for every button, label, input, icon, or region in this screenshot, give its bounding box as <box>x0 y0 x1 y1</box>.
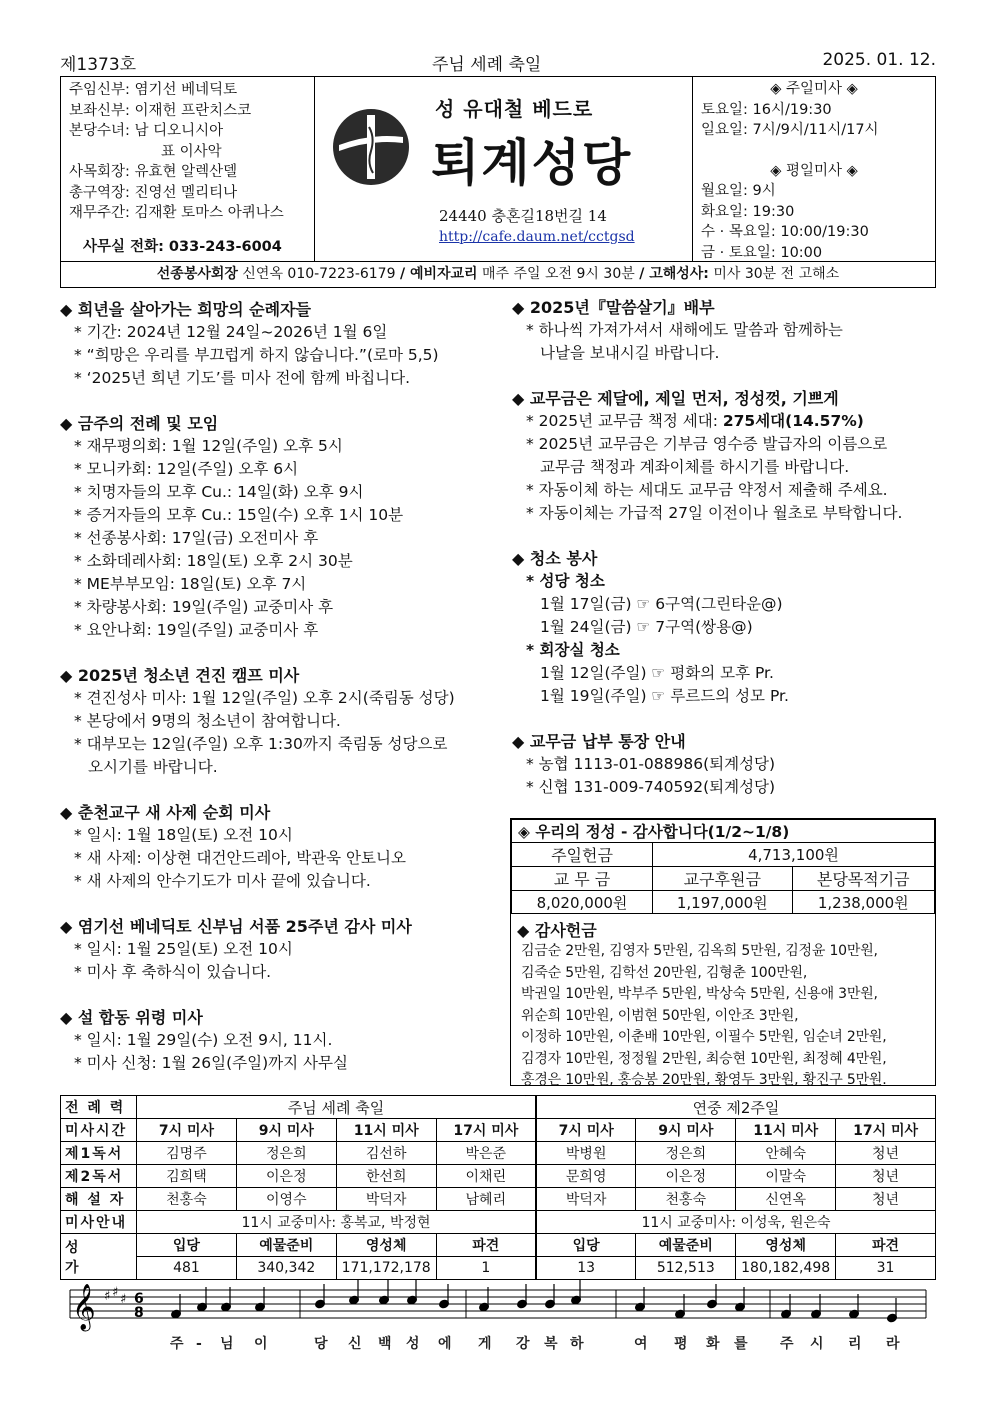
donor-line: 위순희 10만원, 이범현 50만원, 이안조 3만원, <box>521 1007 799 1024</box>
commentator-cell: 남혜리 <box>436 1188 536 1211</box>
hymn-header-cell: 영성체 <box>336 1234 436 1257</box>
hymn-melody-staff <box>64 1276 934 1366</box>
jubilee-title: ◆ 희년을 살아가는 희망의 순례자들 <box>60 300 311 319</box>
lyric-syllable: - <box>196 1336 202 1352</box>
list-item: 1월 17일(금) ☞ 6구역(그린타운@) <box>540 595 783 613</box>
church-identity <box>315 77 693 261</box>
weekly-events-title: ◆ 금주의 전례 및 모임 <box>60 414 219 433</box>
week2-title: 연중 제2주일 <box>536 1096 936 1119</box>
list-item: * 선종봉사회: 17일(금) 오전미사 후 <box>74 529 319 547</box>
list-item: * 기간: 2024년 12월 24일~2026년 1월 6일 <box>74 323 388 341</box>
lyric-syllable: 백 <box>378 1336 392 1352</box>
staff-assistant: 보좌신부: 이재헌 프란치스코 <box>69 102 252 119</box>
list-item: * ME부부모임: 18일(토) 오후 7시 <box>74 575 307 593</box>
dues-title: ◆ 교무금은 제달에, 제일 먼저, 정성껏, 기쁘게 <box>512 389 839 408</box>
reading2-cell: 김희택 <box>137 1165 237 1188</box>
list-item: * 미사 신청: 1월 26일(주일)까지 사무실 <box>74 1054 348 1072</box>
reading1-cell: 정은희 <box>636 1142 736 1165</box>
staff-sister-1: 본당수녀: 남 디오니시아 <box>69 123 224 139</box>
offering-table <box>511 819 935 914</box>
sunday-offering-value: 4,713,100원 <box>653 843 935 867</box>
lyric-syllable: 를 <box>734 1336 748 1352</box>
cleaning-title: ◆ 청소 봉사 <box>512 549 598 568</box>
header-box <box>60 76 936 262</box>
funeral-label: 선종봉사회장 <box>156 266 238 282</box>
parish-fund-header: 본당목적기금 <box>792 867 934 891</box>
lyric-syllable: 님 <box>220 1336 234 1352</box>
donor-line: 박권일 10만원, 박부주 5만원, 박상숙 5만원, 신용애 3만원, <box>521 986 878 1002</box>
guide-week1: 11시 교중미사: 홍복교, 박정현 <box>137 1211 537 1234</box>
diocese-support-value: 1,197,000원 <box>653 891 793 914</box>
sharp-icon: ♯ <box>112 1285 119 1300</box>
list-item: 나날을 보내시길 바랍니다. <box>540 344 720 362</box>
sunday-mass-saturday: 토요일: 16시/19:30 <box>701 101 832 118</box>
sharp-icon: ♯ <box>120 1292 127 1307</box>
donor-line: 김경자 10만원, 정정월 2만원, 최승현 10만원, 최정혜 4만원, <box>521 1050 887 1067</box>
right-column <box>512 296 942 799</box>
mass-time-cell: 11시 미사 <box>336 1119 436 1142</box>
row-label-reading2: 제2독서 <box>61 1165 137 1188</box>
row-label-times: 미사시간 <box>61 1119 137 1142</box>
row-label-calendar: 전 례 력 <box>61 1096 137 1119</box>
hymn-number-cell: 180,182,498 <box>736 1257 836 1280</box>
list-item: * 2025년 교무금은 기부금 영수증 발급자의 이름으로 <box>526 435 888 453</box>
staff-finance: 재무주간: 김재환 토마스 아퀴나스 <box>69 205 284 221</box>
list-item: * 자동이체는 가급적 27일 이전이나 월초로 부탁합니다. <box>526 504 903 522</box>
confession-label: 고해성사: <box>649 266 709 282</box>
thanks-offering-title: ◆ 감사헌금 <box>517 921 597 940</box>
list-item: * 본당에서 9명의 청소년이 참여합니다. <box>74 712 341 730</box>
lyric-syllable: 당 <box>314 1336 328 1352</box>
feast-title: 주님 세례 축일 <box>432 55 542 75</box>
lyric-syllable: 시 <box>810 1336 824 1352</box>
list-item: * 증거자들의 모후 Cu.: 15일(수) 오후 1시 10분 <box>74 506 404 524</box>
list-item: * 새 사제: 이상현 대건안드레아, 박관욱 안토니오 <box>74 849 406 867</box>
diocese-support-header: 교구후원금 <box>653 867 793 891</box>
weekday-mass-mon: 월요일: 9시 <box>701 183 776 199</box>
guide-week2: 11시 교중미사: 이성욱, 원은숙 <box>536 1211 936 1234</box>
reading2-cell: 한선희 <box>336 1165 436 1188</box>
lyric-syllable: 강 <box>516 1336 530 1352</box>
commentator-cell: 천홍숙 <box>636 1188 736 1211</box>
reading2-cell: 문희영 <box>536 1165 636 1188</box>
lyric-syllable: 주 <box>170 1336 184 1352</box>
list-item: 오시기를 바랍니다. <box>88 758 218 776</box>
lyric-syllable: 성 <box>406 1336 420 1352</box>
lyric-syllable: 에 <box>438 1336 452 1352</box>
weekday-mass-wed-thu: 수 · 목요일: 10:00/19:30 <box>701 224 869 240</box>
weekday-mass-tue: 화요일: 19:30 <box>701 203 795 220</box>
parish-fund-value: 1,238,000원 <box>792 891 934 914</box>
commentator-cell: 박덕자 <box>336 1188 436 1211</box>
hymn-header-cell: 예물준비 <box>236 1234 336 1257</box>
issue-date: 2025. 01. 12. <box>822 50 936 70</box>
catechism-label: 예비자교리 <box>409 266 478 282</box>
list-item: * 대부모는 12일(주일) 오후 1:30까지 죽림동 성당으로 <box>74 735 448 753</box>
youth-camp-title: ◆ 2025년 청소년 견진 캠프 미사 <box>60 666 300 685</box>
mass-time-cell: 7시 미사 <box>536 1119 636 1142</box>
lyric-syllable: 이 <box>254 1336 268 1352</box>
donor-line: 김죽순 5만원, 김학선 20만원, 김형춘 100만원, <box>521 964 808 981</box>
hymn-header-cell: 입당 <box>536 1234 636 1257</box>
church-subtitle: 성 유대철 베드로 <box>435 97 594 121</box>
list-item: * “희망은 우리를 부끄럽게 하지 않습니다.”(로마 5,5) <box>74 346 439 364</box>
dues-value: 8,020,000원 <box>512 891 653 914</box>
week1-title: 주님 세례 축일 <box>137 1096 537 1119</box>
liturgy-schedule <box>60 1095 936 1280</box>
commentator-cell: 천홍숙 <box>137 1188 237 1211</box>
catechism-value: 매주 주일 오전 9시 30분 <box>482 266 635 282</box>
reading2-cell: 이은정 <box>636 1165 736 1188</box>
commentator-cell: 이영수 <box>236 1188 336 1211</box>
list-item: * 재무평의회: 1월 12일(주일) 오후 5시 <box>74 437 343 455</box>
lyric-syllable: 복 <box>544 1336 558 1352</box>
bank-account-cu: * 신협 131-009-740592(퇴계성당) <box>526 778 776 796</box>
dues-header: 교 무 금 <box>512 867 653 891</box>
list-item: * 소화데레사회: 18일(토) 오후 2시 30분 <box>74 552 353 570</box>
sunday-mass-sunday: 일요일: 7시/9시/11시/17시 <box>701 122 879 138</box>
hymn-number-cell: 340,342 <box>236 1257 336 1280</box>
office-phone: 사무실 전화: 033-243-6004 <box>83 238 282 255</box>
hymn-header-cell: 입당 <box>137 1234 237 1257</box>
staff-pastor: 주임신부: 염기선 베네딕토 <box>69 82 238 98</box>
cross-logo-icon <box>331 107 411 187</box>
reading1-cell: 정은희 <box>236 1142 336 1165</box>
hymn-number-cell: 512,513 <box>636 1257 736 1280</box>
treble-clef-icon: 𝄞 <box>72 1284 96 1330</box>
list-item: 1월 24일(금) ☞ 7구역(쌍용@) <box>540 618 753 636</box>
donor-list <box>511 941 935 1092</box>
bank-title: ◆ 교무금 납부 통장 안내 <box>512 732 686 751</box>
staff-council-head: 사목회장: 유효현 알렉산델 <box>69 164 238 180</box>
bank-account-nh: * 농협 1113-01-088986(퇴계성당) <box>526 755 776 773</box>
anniversary-title: ◆ 염기선 베네딕토 신부님 서품 25주년 감사 미사 <box>60 917 412 936</box>
list-item: * 견진성사 미사: 1월 12일(주일) 오후 2시(죽림동 성당) <box>74 689 455 707</box>
list-item: * 자동이체 하는 세대도 교무금 약정서 제출해 주세요. <box>526 481 888 499</box>
top-line <box>60 50 936 74</box>
staff-district-head: 총구역장: 진영선 멜리티나 <box>69 184 238 201</box>
reading2-cell: 이은정 <box>236 1165 336 1188</box>
sharp-icon: ♯ <box>104 1289 111 1304</box>
list-item: * 일시: 1월 25일(토) 오전 10시 <box>74 940 293 958</box>
reading2-cell: 이채린 <box>436 1165 536 1188</box>
lyric-syllable: 리 <box>848 1336 862 1352</box>
hymn-number-cell: 171,172,178 <box>336 1257 436 1280</box>
issue-number: 제1373호 <box>60 55 137 75</box>
hymn-header-cell: 파견 <box>436 1234 536 1257</box>
list-item: 1월 12일(주일) ☞ 평화의 모후 Pr. <box>540 664 774 682</box>
list-item: * 2025년 교무금 책정 세대: 275세대(14.57%) <box>526 412 864 430</box>
row-label-reading1: 제1독서 <box>61 1142 137 1165</box>
lyric-syllable: 하 <box>570 1336 584 1352</box>
list-item: * 치명자들의 모후 Cu.: 14일(화) 오후 9시 <box>74 483 364 501</box>
row-label-hymn: 성 가 <box>61 1234 137 1280</box>
donor-line: 홍경은 10만원, 홍승봉 20만원, 황영두 3만원, 황진구 5만원. <box>521 1072 887 1088</box>
weekday-mass-title: ◈ 평일미사 ◈ <box>770 162 858 179</box>
reading2-cell: 이말숙 <box>736 1165 836 1188</box>
hymn-header-cell: 영성체 <box>736 1234 836 1257</box>
lyric-syllable: 신 <box>348 1336 362 1352</box>
reading1-cell: 박병원 <box>536 1142 636 1165</box>
new-priest-title: ◆ 춘천교구 새 사제 순회 미사 <box>60 803 271 822</box>
list-item: 1월 19일(주일) ☞ 루르드의 성모 Pr. <box>540 687 789 705</box>
commentator-cell: 청년 <box>836 1188 936 1211</box>
hymn-number-cell: 1 <box>436 1257 536 1280</box>
funeral-value: 신연옥 010-7223-6179 <box>242 266 396 282</box>
list-item: * 일시: 1월 29일(수) 오전 9시, 11시. <box>74 1031 333 1049</box>
lyric-syllable: 라 <box>886 1336 900 1352</box>
lyric-syllable: 주 <box>780 1336 794 1352</box>
list-item: * 미사 후 축하식이 있습니다. <box>74 963 272 981</box>
mass-times <box>693 77 935 261</box>
hall-cleaning-label: * 회장실 청소 <box>526 641 620 659</box>
offering-box <box>510 818 936 1086</box>
church-name: 퇴계성당 <box>431 134 633 192</box>
list-item: * 하나씩 가져가셔서 새해에도 말씀과 함께하는 <box>526 321 843 339</box>
lyric-syllable: 여 <box>634 1336 648 1352</box>
list-item: * 일시: 1월 18일(토) 오전 10시 <box>74 826 293 844</box>
confession-value: 미사 30분 전 고해소 <box>713 266 840 282</box>
hymn-number-cell: 31 <box>836 1257 936 1280</box>
row-label-commentator: 해 설 자 <box>61 1188 137 1211</box>
reading2-cell: 청년 <box>836 1165 936 1188</box>
donor-line: 이정하 10만원, 이춘배 10만원, 이필수 5만원, 임순녀 2만원, <box>521 1029 887 1045</box>
hymn-header-cell: 파견 <box>836 1234 936 1257</box>
mass-time-cell: 9시 미사 <box>236 1119 336 1142</box>
left-column <box>60 298 510 1075</box>
list-item: * ‘2025년 희년 기도’를 미사 전에 함께 바칩니다. <box>74 369 411 387</box>
offering-title: ◈ 우리의 정성 - 감사합니다(1/2~1/8) <box>512 820 935 843</box>
memorial-mass-title: ◆ 설 합동 위령 미사 <box>60 1008 203 1027</box>
reading1-cell: 안혜숙 <box>736 1142 836 1165</box>
dues-count: 275세대(14.57%) <box>722 412 864 430</box>
staff-list <box>61 77 315 261</box>
sunday-mass-title: ◈ 주일미사 ◈ <box>770 81 858 97</box>
church-url-link[interactable]: http://cafe.daum.net/cctgsd <box>439 229 635 245</box>
commentator-cell: 신연옥 <box>736 1188 836 1211</box>
commentator-cell: 박덕자 <box>536 1188 636 1211</box>
info-bar: 선종봉사회장 신연옥 010-7223-6179 / 예비자교리 매주 주일 오전 9시 30분 / 고해성사: 미사 30분 전 고해소 <box>60 262 936 288</box>
mass-time-cell: 11시 미사 <box>736 1119 836 1142</box>
donor-line: 김금순 2만원, 김영자 5만원, 김옥희 5만원, 김정윤 10만원, <box>521 943 878 959</box>
list-item: * 차량봉사회: 19일(주일) 교중미사 후 <box>74 598 334 616</box>
list-item: * 모니카회: 12일(주일) 오후 6시 <box>74 460 299 478</box>
church-address: 24440 충혼길18번길 14 <box>439 207 607 225</box>
hymn-header-cell: 예물준비 <box>636 1234 736 1257</box>
reading1-cell: 박은준 <box>436 1142 536 1165</box>
lyric-syllable: 평 <box>674 1336 688 1352</box>
list-item: * 요안나회: 19일(주일) 교중미사 후 <box>74 621 319 639</box>
staff-sister-2: 표 이사악 <box>161 143 222 160</box>
weekday-mass-fri-sat: 금 · 토요일: 10:00 <box>701 244 823 261</box>
list-item: 교무금 책정과 계좌이체를 하시기를 바랍니다. <box>540 458 850 476</box>
hymn-number-cell: 481 <box>137 1257 237 1280</box>
row-label-guide: 미사안내 <box>61 1211 137 1234</box>
church-cleaning-label: * 성당 청소 <box>526 572 605 590</box>
mass-time-cell: 17시 미사 <box>836 1119 936 1142</box>
lyric-syllable: 게 <box>478 1336 492 1352</box>
reading1-cell: 청년 <box>836 1142 936 1165</box>
lyric-syllable: 화 <box>706 1336 720 1352</box>
time-sig-top: 6 <box>134 1291 144 1307</box>
sunday-offering-label: 주일헌금 <box>512 843 653 867</box>
mass-time-cell: 9시 미사 <box>636 1119 736 1142</box>
word-living-title: ◆ 2025년『말씀살기』배부 <box>512 298 715 317</box>
list-item: * 새 사제의 안수기도가 미사 끝에 있습니다. <box>74 872 371 890</box>
mass-time-cell: 17시 미사 <box>436 1119 536 1142</box>
hymn-number-cell: 13 <box>536 1257 636 1280</box>
reading1-cell: 김명주 <box>137 1142 237 1165</box>
mass-time-cell: 7시 미사 <box>137 1119 237 1142</box>
reading1-cell: 김선하 <box>336 1142 436 1165</box>
schedule-table <box>60 1095 936 1280</box>
time-sig-bottom: 8 <box>134 1305 144 1321</box>
